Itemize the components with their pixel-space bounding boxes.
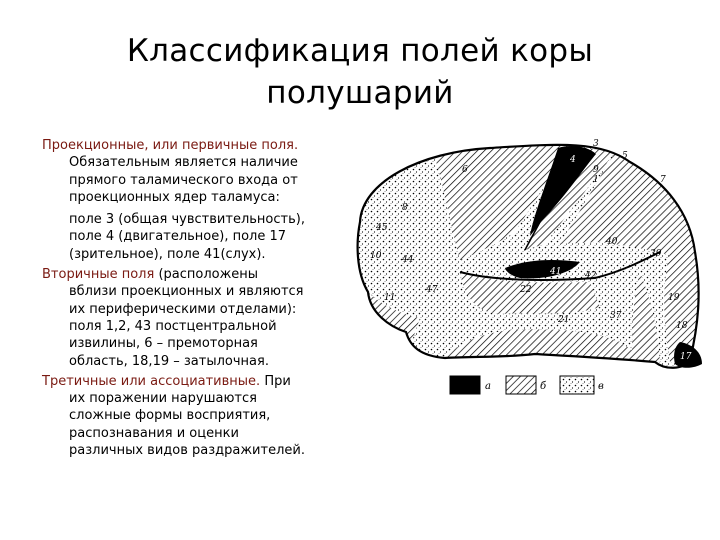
primary-line-6: (зрительное), поле 41(слух).: [69, 246, 266, 262]
primary-fields-heading: Проекционные, или первичные поля.: [42, 138, 299, 153]
label-field-42: 42: [585, 271, 597, 281]
secondary-line-1: вблизи проекционных и являются: [69, 284, 304, 300]
secondary-line-5: область, 18,19 – затылочная.: [69, 353, 269, 369]
legend-swatch-tertiary: [560, 376, 594, 394]
tertiary-line-3: распознавания и оценки: [69, 425, 239, 441]
label-field-39: 39: [650, 249, 662, 259]
label-field-10: 10: [370, 251, 382, 261]
tertiary-line-2: сложные формы восприятия,: [69, 408, 271, 424]
secondary-fields-heading: Вторичные поля: [42, 267, 155, 283]
label-field-3: 3: [593, 139, 599, 149]
paragraph-primary-fields: [42, 137, 342, 263]
label-field-11: 11: [384, 293, 396, 303]
tertiary-heading-rest: При: [260, 373, 291, 389]
legend-swatch-primary: [450, 376, 480, 394]
tertiary-fields-heading: Третичные или ассоциативные.: [42, 373, 261, 389]
label-field-44: 44: [402, 255, 414, 265]
label-field-22: 22: [520, 285, 532, 295]
label-field-37: 37: [610, 311, 622, 321]
tertiary-line-4: различных видов раздражителей.: [69, 443, 305, 459]
slide-title: [60, 30, 660, 114]
label-field-41: 41: [550, 267, 562, 277]
primary-line-5: поле 4 (двигательное), поле 17: [69, 229, 287, 245]
title-line-2: полушарий: [266, 75, 454, 111]
label-field-18: 18: [676, 321, 688, 331]
paragraph-tertiary-fields: [42, 373, 342, 459]
primary-line-4: поле 3 (общая чувствительность),: [69, 212, 305, 228]
label-field-8: 8: [402, 203, 408, 213]
primary-line-2: прямого таламического входа от: [69, 172, 298, 188]
label-field-17: 17: [680, 352, 692, 362]
paragraph-secondary-fields: [42, 266, 342, 370]
brain-cortex-fields-figure: [340, 132, 708, 408]
primary-line-1: Обязательным является наличие: [69, 155, 298, 171]
label-field-1: 1: [593, 175, 599, 185]
label-field-7: 7: [660, 175, 666, 185]
label-field-19: 19: [668, 293, 680, 303]
label-field-6: 6: [462, 165, 468, 175]
label-field-4: 4: [570, 155, 576, 165]
label-field-45: 45: [376, 223, 388, 233]
legend-swatch-secondary: [506, 376, 536, 394]
primary-line-3: проекционных ядер таламуса:: [69, 189, 280, 205]
label-field-21: 21: [558, 315, 570, 325]
figure-legend: [450, 376, 604, 394]
label-field-9: 9: [593, 165, 599, 175]
tertiary-line-1: их поражении нарушаются: [69, 391, 257, 407]
secondary-line-2: их периферическими отделами):: [69, 301, 297, 317]
secondary-line-3: поля 1,2, 43 постцентральной: [69, 318, 277, 334]
title-line-1: Классификация полей коры: [126, 33, 594, 69]
classification-text: [42, 137, 342, 462]
legend-label-b: б: [540, 381, 547, 392]
legend-label-a: а: [485, 381, 491, 392]
secondary-heading-rest: (расположены: [154, 267, 259, 283]
label-field-47: 47: [426, 285, 438, 295]
secondary-line-4: извилины, 6 – премоторная: [69, 336, 258, 352]
label-field-40: 40: [606, 237, 618, 247]
legend-label-c: в: [598, 381, 604, 392]
label-field-5: 5: [622, 151, 628, 161]
